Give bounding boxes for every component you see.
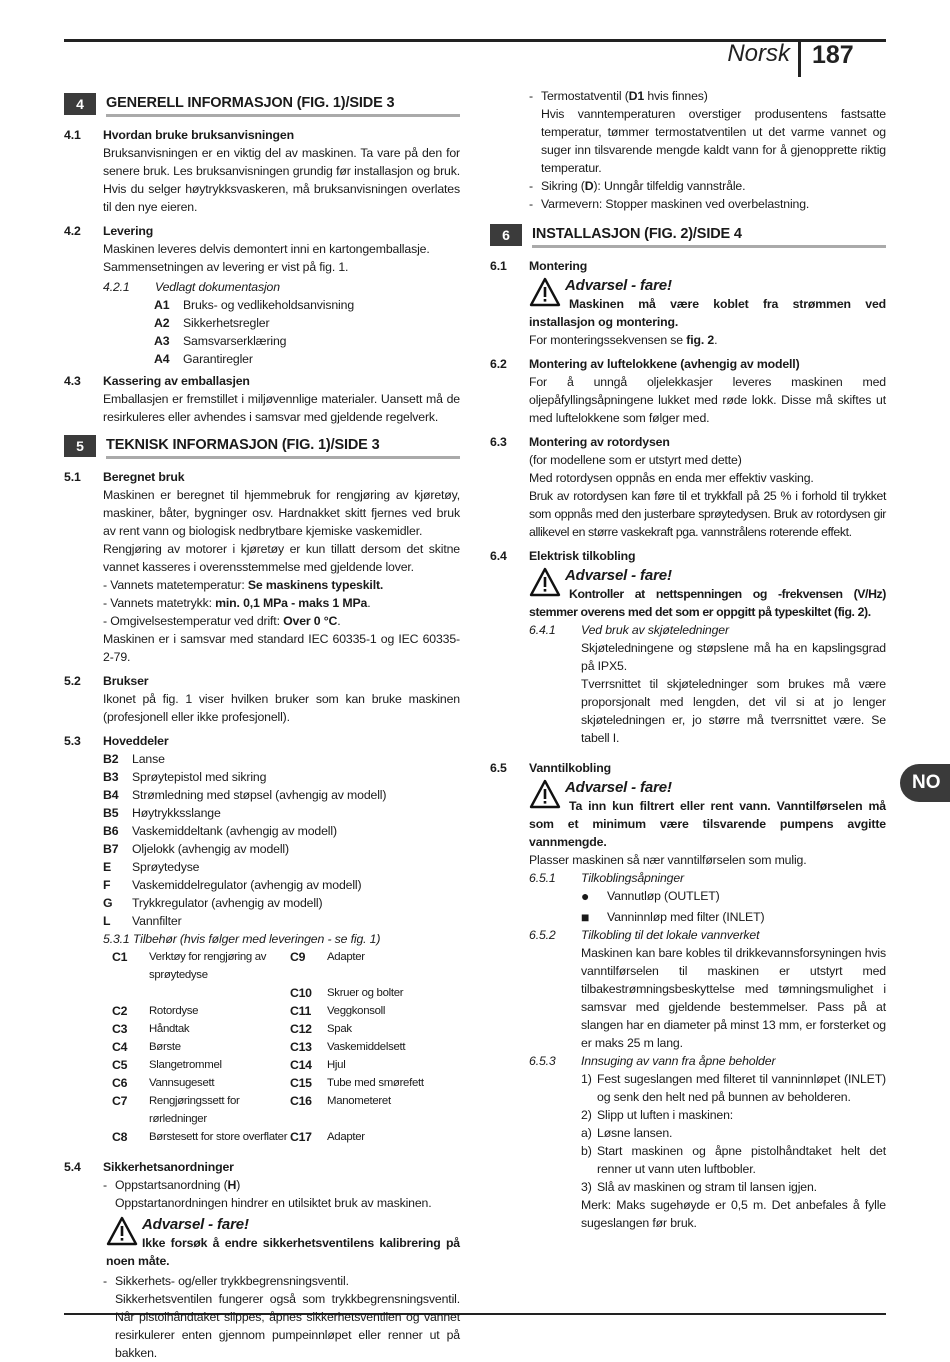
dash-item: - Varmevern: Stopper maskinen ved overbelastning. xyxy=(529,197,810,211)
section-number: 5 xyxy=(64,435,96,457)
item-label: Oljelokk (avhengig av modell) xyxy=(132,842,289,856)
item-code: B4 xyxy=(103,788,119,802)
subsubsection-heading xyxy=(103,278,460,296)
warning-triangle-icon xyxy=(529,779,561,809)
header-divider xyxy=(798,39,801,77)
subsection-number: 5.2 xyxy=(64,674,81,688)
step-item xyxy=(581,1142,886,1178)
subsection-number: 5.4 xyxy=(64,1160,81,1174)
accessory-label: Rengjøringssett for rørledninger xyxy=(149,1095,240,1125)
paragraph: Tverrsnittet til skjøteledninger som brukes må være proporsjonalt med lengden, det vil si at jo lenger skjøteledningen er, jo større må tverrsnittet være. Se tabell I. xyxy=(581,677,886,745)
step-item xyxy=(581,1106,886,1124)
step-marker: a) xyxy=(581,1126,592,1140)
warning-text: Ikke forsøk å endre sikkerhetsventilens kalibrering på noen måte. xyxy=(106,1236,460,1268)
accessory-code: C8 xyxy=(112,1130,128,1144)
spec-value: Over 0 °C xyxy=(283,614,338,628)
filled-square-icon: ■ xyxy=(581,909,590,925)
paragraph: For å unngå oljelekkasjer leveres maskinen med oljepåfyllingsåpningene lukket med røde lokk. Disse må skiftes ut med luftelokkene som følger med. xyxy=(529,375,886,425)
subsection-heading xyxy=(490,433,886,451)
item-code: B2 xyxy=(103,752,119,766)
paragraph: Med rotordysen oppnås en enda mer effektiv vasking. xyxy=(529,471,814,485)
list-item xyxy=(103,858,460,876)
step-text: Slipp ut luften i maskinen: xyxy=(597,1108,734,1122)
accessory-code: C4 xyxy=(112,1040,128,1054)
item-code: B5 xyxy=(103,806,119,820)
subsection-heading xyxy=(64,732,460,750)
accessory-code: C17 xyxy=(290,1130,312,1144)
inlet-label: Vanninnløp med filter (INLET) xyxy=(607,910,765,924)
section-title: GENERELL INFORMASJON (FIG. 1)/SIDE 3 xyxy=(106,92,460,117)
paragraph: Bruksanvisningen er en viktig del av maskinen. Ta vare på den for senere bruk. Les bruksanvisningen grundig før installasjon og bruk. Hvis du selger høytrykksvaskeren, må bruksanvisningen overlates til den nye eieren. xyxy=(103,146,460,214)
subsubsection-heading xyxy=(529,926,886,944)
subsubsection-title: Tilkobling til det lokale vannverket xyxy=(581,928,760,942)
subsection-heading xyxy=(490,547,886,565)
list-item xyxy=(103,768,460,786)
accessory-label: Veggkonsoll xyxy=(327,1005,386,1017)
subsubsection-heading xyxy=(529,869,886,887)
paragraph xyxy=(529,331,886,349)
dash-text xyxy=(541,177,745,195)
paragraph: Emballasjen er fremstillet i miljøvennlige materialer. Uansett må de resirkuleres eller avhendes i samsvar med gjeldende regelverk. xyxy=(103,392,460,424)
subsection-number: 4.3 xyxy=(64,374,81,388)
step-text: Løsne lansen. xyxy=(597,1126,673,1140)
section-5-header xyxy=(64,434,460,458)
paragraph: Sikkerhetsventilen fungerer også som trykkbegrensningsventil. Når pistolhåndtaket slippes, åpnes sikkerhetsventilen og vannet resirkulerer enten gjennom pumpeinnløpet eller renner ut på bakken. xyxy=(115,1292,460,1360)
item-label: Lanse xyxy=(132,752,165,766)
subsection-heading xyxy=(490,759,886,777)
item-code: A1 xyxy=(154,298,170,312)
text-part: D1 xyxy=(628,89,645,103)
text-part: ): Unngår tilfeldig vannstråle. xyxy=(593,179,746,193)
item-label: Sprøytedyse xyxy=(132,860,200,874)
spec-label: - Omgivelsestemperatur ved drift: xyxy=(103,614,284,628)
accessory-label: Spak xyxy=(327,1023,352,1035)
paragraph: (for modellene som er utstyrt med dette) xyxy=(529,453,742,467)
accessory-label: Adapter xyxy=(327,1131,365,1143)
paragraph: Maskinen leveres delvis demontert inni en kartongemballasje. xyxy=(103,242,430,256)
text-part: Oppstartsanordning ( xyxy=(115,1178,228,1192)
accessory-code: C14 xyxy=(290,1058,312,1072)
text-part: Sikring ( xyxy=(541,179,585,193)
list-item xyxy=(103,840,460,858)
accessory-code: C10 xyxy=(290,986,312,1000)
accessory-code: C12 xyxy=(290,1022,312,1036)
subsection-title: Levering xyxy=(103,224,154,238)
item-label: Bruks- og vedlikeholdsanvisning xyxy=(183,298,355,312)
item-label: Vaskemiddelregulator (avhengig av modell) xyxy=(132,878,362,892)
accessory-code: C5 xyxy=(112,1058,128,1072)
subsection-heading xyxy=(64,468,460,486)
inlet-row xyxy=(581,908,886,926)
spec-line xyxy=(103,612,460,630)
subsection-number: 6.5 xyxy=(490,761,507,775)
section-title: INSTALLASJON (FIG. 2)/SIDE 4 xyxy=(532,223,886,248)
item-label: Sikkerhetsregler xyxy=(183,316,270,330)
subsection-number: 5.1 xyxy=(64,470,81,484)
section-number: 4 xyxy=(64,93,96,115)
step-item xyxy=(581,1070,886,1106)
warning-title: Advarsel - fare! xyxy=(565,567,672,584)
text-part: ) xyxy=(236,1178,241,1192)
item-label: Samsvarserklæring xyxy=(183,334,287,348)
list-item xyxy=(154,314,460,332)
subsection-title: Brukser xyxy=(103,674,149,688)
warning-title: Advarsel - fare! xyxy=(565,779,672,796)
page-number: 187 xyxy=(812,41,854,69)
subsection-number: 5.3 xyxy=(64,734,81,748)
steps-list xyxy=(581,1070,886,1196)
subsection-number: 6.2 xyxy=(490,357,507,371)
text-part: Termostatventil ( xyxy=(541,89,629,103)
accessory-label: Verktøy for rengjøring av sprøytedyse xyxy=(149,951,267,981)
paragraph: Bruk av rotordysen kan føre til et trykkfall på 25 % i forhold til trykket som oppnås med den justerbare sprøytedysen. Bruk av rotordysen gir allikevel en større vaskekraft pga. vannstrålens roterende effekt. xyxy=(529,489,886,539)
list-item xyxy=(154,296,460,314)
spec-punct: . xyxy=(367,596,371,610)
subsection-number: 4.2 xyxy=(64,224,81,238)
section-title: TEKNISK INFORMASJON (FIG. 1)/SIDE 3 xyxy=(106,434,460,459)
item-code: G xyxy=(103,896,113,910)
subsection-heading xyxy=(64,672,460,690)
subsection-title: Vanntilkobling xyxy=(529,761,611,775)
list-item xyxy=(103,750,460,768)
subsection-heading xyxy=(64,372,460,390)
spec-line xyxy=(103,576,460,594)
left-column xyxy=(64,88,460,1362)
list-item xyxy=(103,912,460,930)
dash-text xyxy=(115,1176,240,1194)
section-number: 6 xyxy=(490,224,522,246)
accessory-label: Tube med smørefett xyxy=(327,1077,424,1089)
warning-content xyxy=(142,1216,249,1234)
list-item xyxy=(103,804,460,822)
step-text: Fest sugeslangen med filteret til vanninnløpet (INLET) og senk den helt ned på bunnen av beholderen. xyxy=(597,1072,886,1104)
subsubsection-number: 4.2.1 xyxy=(103,280,130,294)
subsection-title: Kassering av emballasjen xyxy=(103,374,250,388)
subsubsection-title: Innsuging av vann fra åpne beholder xyxy=(581,1054,776,1068)
accessory-label: Børstesett for store overflater xyxy=(149,1131,288,1143)
item-label: Sprøytepistol med sikring xyxy=(132,770,267,784)
right-column xyxy=(490,87,886,1232)
figure-ref: fig. 2 xyxy=(686,333,715,347)
warning-triangle-icon xyxy=(529,277,561,307)
spec-value: Se maskinens typeskilt. xyxy=(247,578,384,592)
step-marker: 1) xyxy=(581,1072,592,1086)
dash-text: Varmevern: Stopper maskinen ved overbelastning. xyxy=(541,197,810,211)
spec-punct: . xyxy=(337,614,341,628)
dash-text: Sikkerhets- og/eller trykkbegrensningsventil. xyxy=(115,1274,349,1288)
subsection-title: Beregnet bruk xyxy=(103,470,185,484)
item-label: Vannfilter xyxy=(132,914,182,928)
dash-text xyxy=(541,87,708,105)
step-text: Start maskinen og åpne pistolhåndtaket helt det renner ut vann uten luftbobler. xyxy=(597,1144,886,1176)
text-part: H xyxy=(227,1178,237,1192)
text-part: hvis finnes) xyxy=(644,89,708,103)
accessory-code: C3 xyxy=(112,1022,128,1036)
step-item xyxy=(581,1124,886,1142)
text-part: D xyxy=(584,179,594,193)
paragraph: Skjøteledningene og støpslene må ha en kapslingsgrad på IPX5. xyxy=(581,641,886,673)
paragraph: Maskinen kan bare kobles til drikkevannsforsyningen hvis vanntilførselen til maskinen er utstyrt med tilbakestrømningsbeskyttelse med tømningsmulighet i samsvar med gjeldende bestemmelser. Pass på at slangen har en diameter på minst 13 mm, er forsterket og er maks 25 m lang. xyxy=(581,946,886,1050)
language-label: Norsk xyxy=(727,40,790,67)
subsection-title: Hoveddeler xyxy=(103,734,169,748)
subsubsection-number: 6.5.1 xyxy=(529,871,556,885)
subsubsection-number: 6.5.3 xyxy=(529,1054,556,1068)
paragraph: Maskinen er beregnet til hjemmebruk for rengjøring av kjøretøy, maskiner, båter, bygninger osv. Hardnakket skitt fjernes ved bruk av rent vann og biologisk nedbrytbare kjemiske vaskemidler. xyxy=(103,488,460,538)
spec-value: min. 0,1 MPa - maks 1 MPa xyxy=(215,596,368,610)
spec-line xyxy=(103,594,460,612)
item-label: Garantiregler xyxy=(183,352,253,366)
item-code: B3 xyxy=(103,770,119,784)
step-text: Slå av maskinen og stram til lansen igjen. xyxy=(597,1180,817,1194)
subsubsection-title: Vedlagt dokumentasjon xyxy=(155,280,280,294)
section-4-header xyxy=(64,92,460,116)
accessory-code: C13 xyxy=(290,1040,312,1054)
warning-triangle-icon xyxy=(529,567,561,597)
paragraph: Sammensetningen av levering er vist på fig. 1. xyxy=(103,260,349,274)
accessory-code: C16 xyxy=(290,1094,312,1108)
subsection-number: 6.4 xyxy=(490,549,507,563)
documentation-list xyxy=(154,296,460,368)
accessory-label: Skruer og bolter xyxy=(327,987,404,999)
paragraph: Ikonet på fig. 1 viser hvilken bruker som kan bruke maskinen (profesjonell eller ikke profesjonell). xyxy=(103,692,460,724)
item-code: F xyxy=(103,878,111,892)
warning-title: Advarsel - fare! xyxy=(142,1216,249,1233)
subsubsection-heading xyxy=(529,621,886,639)
language-tab: NO xyxy=(900,764,950,802)
outlet-label: Vannutløp (OUTLET) xyxy=(607,889,720,903)
step-item xyxy=(581,1178,886,1196)
accessory-label: Adapter xyxy=(327,951,365,963)
accessory-label: Vaskemiddelsett xyxy=(327,1041,406,1053)
accessories-table xyxy=(112,948,460,1146)
warning-text: Maskinen må være koblet fra strømmen ved installasjon og montering. xyxy=(529,297,886,329)
step-marker: b) xyxy=(581,1144,592,1158)
accessory-label: Børste xyxy=(149,1041,181,1053)
accessory-code: C15 xyxy=(290,1076,312,1090)
accessory-code: C1 xyxy=(112,950,128,964)
subsubsection-title: Tilkoblingsåpninger xyxy=(581,871,684,885)
text-part: For monteringssekvensen se xyxy=(529,333,687,347)
warning-triangle-icon xyxy=(106,1216,138,1246)
paragraph: Maskinen er i samsvar med standard IEC 60335-1 og IEC 60335-2-79. xyxy=(103,632,460,664)
filled-circle-icon: ● xyxy=(581,888,590,904)
accessory-label: Hjul xyxy=(327,1059,346,1071)
subsection-title: Elektrisk tilkobling xyxy=(529,549,636,563)
subsection-title: Sikkerhetsanordninger xyxy=(103,1160,234,1174)
item-code: E xyxy=(103,860,112,874)
accessory-label: Rotordyse xyxy=(149,1005,199,1017)
accessory-label: Manometeret xyxy=(327,1095,391,1107)
warning-text: Ta inn kun filtrert eller rent vann. Vanntilførselen må som et minimum være tilsvarende pumpens avgitte vannmengde. xyxy=(529,799,886,849)
main-parts-list xyxy=(103,750,460,930)
item-label: Vaskemiddeltank (avhengig av modell) xyxy=(132,824,337,838)
subsection-heading xyxy=(64,126,460,144)
text-part: . xyxy=(714,333,718,347)
spec-label: - Vannets matetrykk: xyxy=(103,596,216,610)
item-label: Trykkregulator (avhengig av modell) xyxy=(132,896,323,910)
subsubsection-title: Ved bruk av skjøteledninger xyxy=(581,623,729,637)
item-label: Høytrykksslange xyxy=(132,806,221,820)
list-item xyxy=(103,876,460,894)
item-code: B6 xyxy=(103,824,119,838)
subsection-heading xyxy=(490,355,886,373)
paragraph: Rengjøring av motorer i kjøretøy er kun tillatt dersom det skitne vannet kasseres i overensstemmelse med gjeldende lover. xyxy=(103,542,460,574)
subsection-number: 4.1 xyxy=(64,128,81,142)
spec-label: - Vannets matetemperatur: xyxy=(103,578,248,592)
list-item xyxy=(103,822,460,840)
dash-item: - Oppstartsanordning (H) xyxy=(103,1178,241,1192)
note: Merk: Maks sugehøyde er 0,5 m. Det anbefales å fylle sugeslangen før bruk. xyxy=(581,1198,886,1230)
warning-text: Kontroller at nettspenningen og -frekvensen (V/Hz) stemmer overens med det som er oppgitt på typeskiltet (fig. 2). xyxy=(529,587,886,619)
item-label: Strømledning med støpsel (avhengig av modell) xyxy=(132,788,387,802)
accessory-code: C2 xyxy=(112,1004,128,1018)
subsection-title: Hvordan bruke bruksanvisningen xyxy=(103,128,294,142)
accessory-label: Slangetrommel xyxy=(149,1059,222,1071)
subsection-title: Montering av luftelokkene (avhengig av modell) xyxy=(529,357,800,371)
list-item xyxy=(103,894,460,912)
dash-item: - Sikkerhets- og/eller trykkbegrensningsventil. xyxy=(103,1274,349,1288)
item-code: L xyxy=(103,914,111,928)
warning-title: Advarsel - fare! xyxy=(565,277,672,294)
item-code: A3 xyxy=(154,334,170,348)
outlet-row xyxy=(581,887,886,905)
accessory-code xyxy=(112,984,149,1002)
paragraph: Oppstartanordningen hindrer en utilsiktet bruk av maskinen. xyxy=(115,1196,432,1210)
subsection-title: Montering av rotordysen xyxy=(529,435,670,449)
accessory-code: C6 xyxy=(112,1076,128,1090)
list-item xyxy=(154,332,460,350)
subsection-heading xyxy=(490,257,886,275)
paragraph: Hvis vanntemperaturen overstiger produsentens fastsatte temperatur, tømmer termostatventilen ut det varme vannet og suger inn tilsvarende mengde kaldt vann for å gjenopprette riktig temperatur. xyxy=(541,107,886,175)
step-marker: 2) xyxy=(581,1108,592,1122)
accessories-heading: 5.3.1 Tilbehør (hvis følger med leveringen - se fig. 1) xyxy=(103,932,381,946)
subsubsection-number: 6.4.1 xyxy=(529,623,556,637)
subsubsection-heading xyxy=(529,1052,886,1070)
dash-item: - Sikring (D): Unngår tilfeldig vannstråle. xyxy=(529,179,746,193)
accessory-code: C11 xyxy=(290,1004,311,1018)
dash-item: - Termostatventil (D1 hvis finnes) xyxy=(529,89,708,103)
accessory-code: C7 xyxy=(112,1094,128,1108)
section-6-header xyxy=(490,223,886,247)
subsection-heading xyxy=(64,222,460,240)
step-marker: 3) xyxy=(581,1180,592,1194)
subsection-number: 6.3 xyxy=(490,435,507,449)
subsection-title: Montering xyxy=(529,259,588,273)
subsection-heading xyxy=(64,1158,460,1176)
subsection-number: 6.1 xyxy=(490,259,507,273)
accessory-label: Håndtak xyxy=(149,1023,190,1035)
subsubsection-number: 6.5.2 xyxy=(529,928,556,942)
list-item xyxy=(154,350,460,368)
item-code: A4 xyxy=(154,352,170,366)
accessory-label xyxy=(149,984,290,1002)
accessory-code: C9 xyxy=(290,950,306,964)
accessory-label: Vannsugesett xyxy=(149,1077,215,1089)
paragraph: Plasser maskinen så nær vanntilførselen som mulig. xyxy=(529,853,807,867)
item-code: A2 xyxy=(154,316,170,330)
list-item xyxy=(103,786,460,804)
item-code: B7 xyxy=(103,842,119,856)
